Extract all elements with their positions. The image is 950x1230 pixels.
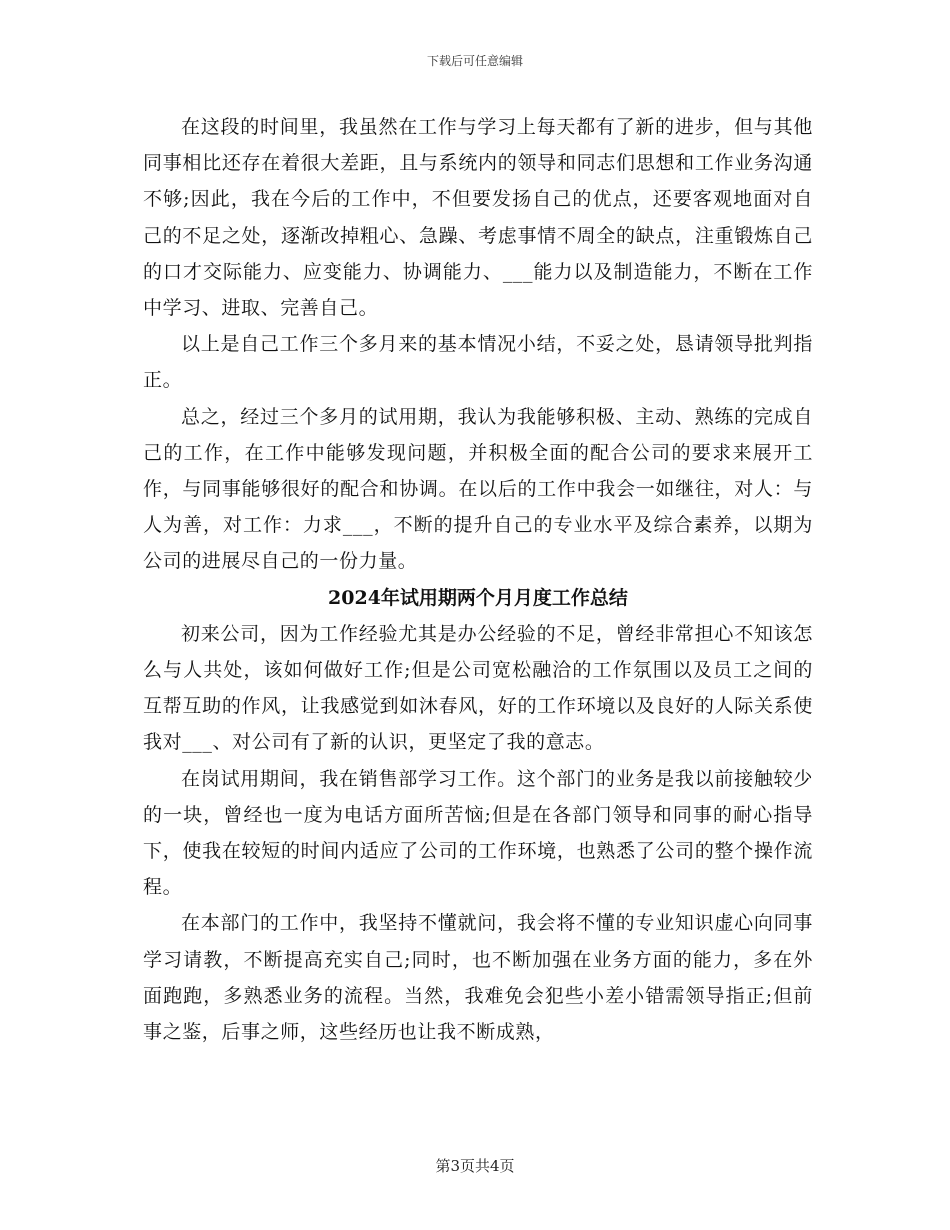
paragraph-6: 在本部门的工作中，我坚持不懂就问，我会将不懂的专业知识虚心向同事学习请教，不断提高充实自己;同时，也不断加强在业务方面的能力，多在外面跑跑，多熟悉业务的流程。当然，我难免会犯些小差小错需领导指正;但前事之鉴，后事之师，这些经历也让我不断成熟，: [143, 912, 813, 1044]
paragraph-4: 初来公司，因为工作经验尤其是办公经验的不足，曾经非常担心不知该怎么与人共处，该如何做好工作;但是公司宽松融洽的工作氛围以及员工之间的互帮互助的作风，让我感觉到如沐春风，好的工作环境以及良好的人际关系使我对___、对公司有了新的认识，更坚定了我的意志。: [143, 622, 813, 754]
page-header: 下载后可任意编辑: [426, 54, 523, 68]
paragraph-3: 总之，经过三个多月的试用期，我认为我能够积极、主动、熟练的完成自己的工作，在工作中能够发现问题，并积极全面的配合公司的要求来展开工作，与同事能够很好的配合和协调。在以后的工作中我会一如继往，对人：与人为善，对工作：力求___，不断的提升自己的专业水平及综合素养，以期为公司的进展尽自己的一份力量。: [143, 405, 813, 573]
paragraph-5: 在岗试用期间，我在销售部学习工作。这个部门的业务是我以前接触较少的一块，曾经也一度为电话方面所苦恼;但是在各部门领导和同事的耐心指导下，使我在较短的时间内适应了公司的工作环境，也熟悉了公司的整个操作流程。: [143, 767, 813, 899]
document-body: [143, 109, 813, 1050]
paragraph-1: 在这段的时间里，我虽然在工作与学习上每天都有了新的进步，但与其他同事相比还存在着很大差距，且与系统内的领导和同志们思想和工作业务沟通不够;因此，我在今后的工作中，不但要发扬自己的优点，还要客观地面对自己的不足之处，逐渐改掉粗心、急躁、考虑事情不周全的缺点，注重锻炼自己的口才交际能力、应变能力、协调能力、___能力以及制造能力，不断在工作中学习、进取、完善自己。: [143, 116, 813, 320]
page-footer: 第3页共4页: [435, 1157, 515, 1175]
paragraph-2: 以上是自己工作三个多月来的基本情况小结，不妥之处，恳请领导批判指正。: [143, 333, 813, 392]
section-title: 2024年试用期两个月月度工作总结: [328, 586, 628, 609]
